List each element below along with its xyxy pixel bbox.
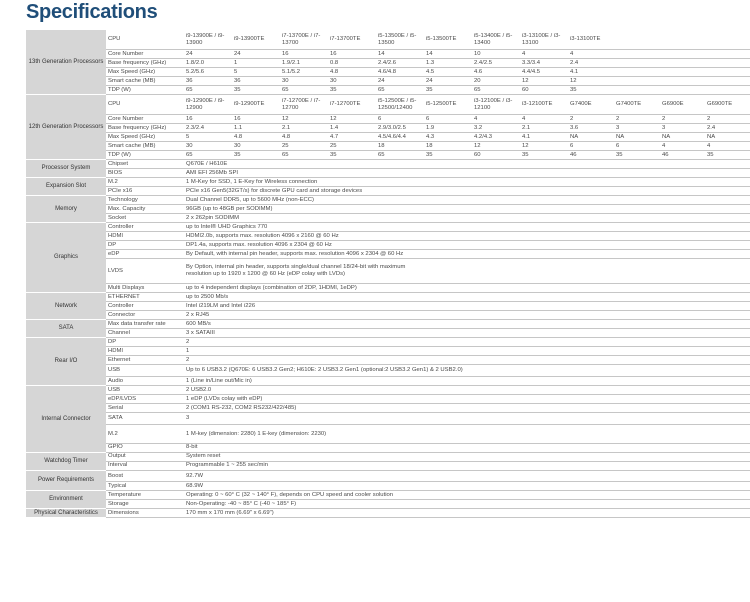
spec-cell: 4.1 <box>520 133 568 142</box>
spec-row <box>26 443 750 452</box>
spec-row <box>26 356 750 365</box>
spec-row <box>26 347 750 356</box>
spec-row-label: Temperature <box>106 491 184 500</box>
spec-row-label: Chipset <box>106 160 184 169</box>
section-label-processor-system: Processor System <box>26 160 106 178</box>
spec-cell: 4 <box>472 115 520 124</box>
spec-cell: 24 <box>232 50 280 59</box>
spec-value: Dual Channel DDR5, up to 5600 MHz (non-ECC) <box>184 196 750 205</box>
spec-cell: 16 <box>280 50 328 59</box>
spec-cell: 6 <box>614 142 660 151</box>
spec-cell <box>705 86 750 95</box>
spec-row <box>26 365 750 377</box>
spec-cell <box>614 30 660 50</box>
spec-cell: 12 <box>280 115 328 124</box>
spec-cell: 35 <box>568 86 614 95</box>
spec-cell: 20 <box>472 77 520 86</box>
spec-value: 1 <box>184 347 750 356</box>
spec-row-label: Core Number <box>106 115 184 124</box>
spec-row <box>26 205 750 214</box>
spec-cell: 4.3 <box>424 133 472 142</box>
spec-row <box>26 338 750 347</box>
spec-cell: i7-12700TE <box>328 95 376 115</box>
spec-cell: 24 <box>424 77 472 86</box>
spec-row-label: HDMI <box>106 232 184 241</box>
spec-cell: 18 <box>424 142 472 151</box>
spec-cell: 35 <box>424 86 472 95</box>
spec-cell: i3-12100E / i3-12100 <box>472 95 520 115</box>
spec-cell: 35 <box>328 86 376 95</box>
spec-row <box>26 509 750 518</box>
spec-value: 170 mm x 170 mm (6.69" x 6.69") <box>184 509 750 518</box>
spec-cell <box>705 50 750 59</box>
section-label-13th-generation-processors: 13th Generation Processors <box>26 30 106 95</box>
spec-cell: 14 <box>424 50 472 59</box>
spec-row <box>26 302 750 311</box>
spec-cell: 65 <box>280 86 328 95</box>
spec-cell: 46 <box>568 151 614 160</box>
spec-value: Non-Operating: -40 ~ 85° C (-40 ~ 185° F) <box>184 500 750 509</box>
spec-value: By Default, with internal pin header, supports max. resolution 4096 x 2304 @ 60 Hz <box>184 250 750 259</box>
spec-value: up to 4 independent displays (combination of 2DP, 1HDMI, 1eDP) <box>184 284 750 293</box>
spec-cell: i9-13900E / i9-13900 <box>184 30 232 50</box>
spec-cell: NA <box>614 133 660 142</box>
spec-cell: 24 <box>184 50 232 59</box>
spec-value: PCIe x16 Gen5(32GT/s) for discrete GPU card and storage devices <box>184 187 750 196</box>
spec-cell: 35 <box>614 151 660 160</box>
spec-row <box>26 232 750 241</box>
spec-row-label: TDP (W) <box>106 86 184 95</box>
spec-cell: 18 <box>376 142 424 151</box>
spec-cell: 4.7 <box>328 133 376 142</box>
spec-row-label: Smart cache (MB) <box>106 77 184 86</box>
spec-cell: 1 <box>232 59 280 68</box>
spec-row <box>26 452 750 461</box>
spec-cell: 0.8 <box>328 59 376 68</box>
spec-row-label: Max Speed (GHz) <box>106 68 184 77</box>
section-label-network: Network <box>26 293 106 320</box>
spec-row-label: PCIe x16 <box>106 187 184 196</box>
spec-row <box>26 95 750 115</box>
spec-value: 1 eDP (LVDs colay with eDP) <box>184 395 750 404</box>
spec-row-label: eDP <box>106 250 184 259</box>
spec-row <box>26 470 750 481</box>
spec-row-label: Serial <box>106 404 184 413</box>
spec-value: HDMI2.0b, supports max. resolution 4096 x 2160 @ 60 Hz <box>184 232 750 241</box>
spec-row-label: Socket <box>106 214 184 223</box>
spec-cell: i5-12500E / i5-12500/12400 <box>376 95 424 115</box>
spec-value: 92.7W <box>184 470 750 481</box>
spec-cell: 2 <box>614 115 660 124</box>
spec-value: 2 (COM1 RS-232, COM2 RS232/422/485) <box>184 404 750 413</box>
spec-cell: i9-12900TE <box>232 95 280 115</box>
spec-row-label: Channel <box>106 329 184 338</box>
spec-value: 2 <box>184 338 750 347</box>
spec-row <box>26 320 750 329</box>
section-label-graphics: Graphics <box>26 223 106 293</box>
spec-row-label: GPIO <box>106 443 184 452</box>
spec-cell: 4.6 <box>472 68 520 77</box>
spec-row-label: ETHERNET <box>106 293 184 302</box>
page-title: Specifications <box>26 1 158 23</box>
spec-cell: 4.8 <box>232 133 280 142</box>
spec-cell: 3.3/3.4 <box>520 59 568 68</box>
spec-cell: 46 <box>660 151 705 160</box>
spec-row-label: Max. Capacity <box>106 205 184 214</box>
spec-row <box>26 377 750 386</box>
spec-row <box>26 241 750 250</box>
spec-row-label: Typical <box>106 482 184 491</box>
spec-row <box>26 223 750 232</box>
spec-row <box>26 86 750 95</box>
spec-value: By Option, internal pin header, supports single/dual channel 18/24-bit with maximum resolution up to 1920 x 1200 @ 60 Hz (eDP colay with LVDs) <box>184 259 750 284</box>
spec-cell: 4.5/4.6/4.4 <box>376 133 424 142</box>
spec-row-label: DP <box>106 241 184 250</box>
spec-cell: 4 <box>568 50 614 59</box>
spec-cell: 6 <box>424 115 472 124</box>
spec-value: up to 2500 Mb/s <box>184 293 750 302</box>
spec-cell: 2.4 <box>568 59 614 68</box>
section-label-physical-characteristics: Physical Characteristics <box>26 509 106 518</box>
spec-cell: 30 <box>328 77 376 86</box>
spec-row-label: BIOS <box>106 169 184 178</box>
spec-row <box>26 124 750 133</box>
spec-value: 3 x SATAIII <box>184 329 750 338</box>
spec-cell: 24 <box>376 77 424 86</box>
spec-row <box>26 329 750 338</box>
spec-value: System reset <box>184 452 750 461</box>
spec-value: 96GB (up to 48GB per SODIMM) <box>184 205 750 214</box>
section-label-rear-i-o: Rear I/O <box>26 338 106 386</box>
spec-value: Intel i219LM and Intel i226 <box>184 302 750 311</box>
section-label-power-requirements: Power Requirements <box>26 470 106 490</box>
spec-value: 1 M-key (dimension: 2280) 1 E-key (dimension: 2230) <box>184 425 750 444</box>
spec-cell: 5 <box>232 68 280 77</box>
spec-cell: 35 <box>424 151 472 160</box>
section-label-environment: Environment <box>26 491 106 509</box>
spec-cell: i7-13700E / i7-13700 <box>280 30 328 50</box>
spec-row <box>26 250 750 259</box>
spec-cell: 2 <box>705 115 750 124</box>
spec-cell: NA <box>660 133 705 142</box>
spec-row-label: Max Speed (GHz) <box>106 133 184 142</box>
spec-cell: 65 <box>184 86 232 95</box>
spec-row-label: CPU <box>106 95 184 115</box>
spec-cell: NA <box>705 133 750 142</box>
spec-cell: NA <box>568 133 614 142</box>
spec-row-label: CPU <box>106 30 184 50</box>
spec-cell: 3 <box>660 124 705 133</box>
spec-cell: 65 <box>376 151 424 160</box>
spec-cell: 4 <box>520 50 568 59</box>
spec-cell: 2 <box>660 115 705 124</box>
spec-row-label: TDP (W) <box>106 151 184 160</box>
spec-cell: 25 <box>280 142 328 151</box>
spec-row-label: Ethernet <box>106 356 184 365</box>
spec-row-label: M.2 <box>106 178 184 187</box>
spec-value: Up to 6 USB3.2 (Q670E: 6 USB3.2 Gen2; H610E: 2 USB3.2 Gen1 (optional:2 USB3.2 Gen1) & 2 USB2.0) <box>184 365 750 377</box>
spec-row <box>26 30 750 50</box>
spec-cell: i7-12700E / i7-12700 <box>280 95 328 115</box>
section-label-expansion-slot: Expansion Slot <box>26 178 106 196</box>
spec-cell: 65 <box>376 86 424 95</box>
spec-row <box>26 404 750 413</box>
spec-row <box>26 293 750 302</box>
spec-row <box>26 142 750 151</box>
spec-row-label: HDMI <box>106 347 184 356</box>
spec-cell <box>614 86 660 95</box>
spec-cell: 4.4/4.5 <box>520 68 568 77</box>
spec-cell <box>614 68 660 77</box>
spec-cell: 4.2/4.3 <box>472 133 520 142</box>
spec-row-label: Controller <box>106 223 184 232</box>
spec-row <box>26 284 750 293</box>
section-label-watchdog-timer: Watchdog Timer <box>26 452 106 470</box>
spec-cell: 3.6 <box>568 124 614 133</box>
spec-cell: 16 <box>328 50 376 59</box>
spec-cell: i7-13700TE <box>328 30 376 50</box>
spec-row <box>26 491 750 500</box>
spec-cell: 4.6/4.8 <box>376 68 424 77</box>
spec-cell: 65 <box>184 151 232 160</box>
spec-row-label: Connector <box>106 311 184 320</box>
spec-row-label: Controller <box>106 302 184 311</box>
section-label-internal-connector: Internal Connector <box>26 386 106 453</box>
spec-cell: 4.5 <box>424 68 472 77</box>
spec-cell: 4 <box>705 142 750 151</box>
spec-value: Programmable 1 ~ 255 sec/min <box>184 461 750 470</box>
spec-cell: 60 <box>520 86 568 95</box>
spec-row <box>26 395 750 404</box>
spec-cell: i9-13900TE <box>232 30 280 50</box>
spec-value: 1 M-Key for SSD, 1 E-Key for Wireless connection <box>184 178 750 187</box>
spec-table <box>26 30 750 518</box>
spec-row-label: SATA <box>106 413 184 425</box>
spec-row <box>26 425 750 444</box>
spec-cell: 25 <box>328 142 376 151</box>
spec-value: DP1.4a, supports max. resolution 4096 x 2304 @ 60 Hz <box>184 241 750 250</box>
spec-row-label: Storage <box>106 500 184 509</box>
spec-cell: G6900TE <box>705 95 750 115</box>
spec-cell <box>660 50 705 59</box>
spec-cell: 2.4 <box>705 124 750 133</box>
spec-cell: 2.3/2.4 <box>184 124 232 133</box>
spec-row-label: Dimensions <box>106 509 184 518</box>
spec-cell: 12 <box>520 142 568 151</box>
spec-row <box>26 77 750 86</box>
spec-row <box>26 178 750 187</box>
spec-cell: 65 <box>280 151 328 160</box>
spec-row-label: Audio <box>106 377 184 386</box>
spec-cell: 16 <box>184 115 232 124</box>
spec-cell <box>614 50 660 59</box>
spec-cell: 30 <box>184 142 232 151</box>
spec-row <box>26 133 750 142</box>
spec-row <box>26 259 750 284</box>
spec-cell: 35 <box>232 151 280 160</box>
spec-row-label: Core Number <box>106 50 184 59</box>
spec-cell <box>705 30 750 50</box>
spec-cell: 1.9 <box>424 124 472 133</box>
spec-cell: 1.1 <box>232 124 280 133</box>
spec-cell: i5-13500E / i5-13500 <box>376 30 424 50</box>
spec-row <box>26 59 750 68</box>
spec-cell: 4.8 <box>280 133 328 142</box>
spec-cell: 2.4/2.6 <box>376 59 424 68</box>
spec-cell <box>660 68 705 77</box>
spec-cell: 35 <box>232 86 280 95</box>
spec-cell <box>660 59 705 68</box>
spec-cell: 2 <box>568 115 614 124</box>
spec-cell: 6 <box>568 142 614 151</box>
spec-row-label: eDP/LVDS <box>106 395 184 404</box>
spec-value: 3 <box>184 413 750 425</box>
spec-cell: i9-12900E / i9-12900 <box>184 95 232 115</box>
spec-row <box>26 214 750 223</box>
spec-cell: 5 <box>184 133 232 142</box>
spec-row <box>26 115 750 124</box>
spec-cell: 35 <box>328 151 376 160</box>
spec-cell: 12 <box>568 77 614 86</box>
spec-cell: 36 <box>232 77 280 86</box>
spec-cell <box>705 77 750 86</box>
spec-value: up to Intel® UHD Graphics 770 <box>184 223 750 232</box>
spec-cell <box>660 86 705 95</box>
spec-value: 2 x RJ45 <box>184 311 750 320</box>
spec-row-label: DP <box>106 338 184 347</box>
spec-row <box>26 413 750 425</box>
spec-cell: 1.3 <box>424 59 472 68</box>
spec-row <box>26 68 750 77</box>
spec-cell: i5-13400E / i5-13400 <box>472 30 520 50</box>
spec-cell: 1.4 <box>328 124 376 133</box>
spec-value: 2 x 262pin SODIMM <box>184 214 750 223</box>
spec-value: Q670E / H610E <box>184 160 750 169</box>
spec-cell: 12 <box>520 77 568 86</box>
section-label-12th-generation-processors: 12th Generation Processors <box>26 95 106 160</box>
spec-cell: 12 <box>328 115 376 124</box>
spec-row-label: Smart cache (MB) <box>106 142 184 151</box>
spec-cell: i3-13100E / i3-13100 <box>520 30 568 50</box>
spec-cell: 3.2 <box>472 124 520 133</box>
spec-row-label: Base frequency (GHz) <box>106 124 184 133</box>
spec-row-label: Max data transfer rate <box>106 320 184 329</box>
section-label-memory: Memory <box>26 196 106 223</box>
spec-cell: 2.1 <box>520 124 568 133</box>
spec-cell: i3-12100TE <box>520 95 568 115</box>
spec-row <box>26 311 750 320</box>
spec-row-label: Base frequency (GHz) <box>106 59 184 68</box>
spec-value: 1 (Line in/Line out/Mic in) <box>184 377 750 386</box>
spec-cell <box>705 59 750 68</box>
spec-value: 8-bit <box>184 443 750 452</box>
section-label-sata: SATA <box>26 320 106 338</box>
spec-value: 68.9W <box>184 482 750 491</box>
spec-cell: 4 <box>660 142 705 151</box>
spec-cell: 60 <box>472 151 520 160</box>
spec-row-label: Technology <box>106 196 184 205</box>
spec-value: Operating: 0 ~ 60° C (32 ~ 140° F), depends on CPU speed and cooler solution <box>184 491 750 500</box>
spec-row-label: USB <box>106 365 184 377</box>
spec-cell: 12 <box>472 142 520 151</box>
spec-row-label: M.2 <box>106 425 184 444</box>
spec-row <box>26 169 750 178</box>
spec-cell: i3-13100TE <box>568 30 614 50</box>
spec-cell: 1.8/2.0 <box>184 59 232 68</box>
spec-cell: 1.9/2.1 <box>280 59 328 68</box>
spec-row <box>26 151 750 160</box>
spec-row <box>26 50 750 59</box>
spec-cell: 2.1 <box>280 124 328 133</box>
spec-cell: 16 <box>232 115 280 124</box>
spec-row <box>26 187 750 196</box>
spec-table-container <box>26 30 733 518</box>
spec-row <box>26 482 750 491</box>
spec-cell: 10 <box>472 50 520 59</box>
spec-row-label: Boost <box>106 470 184 481</box>
spec-cell: i5-12500TE <box>424 95 472 115</box>
spec-cell: 5.2/5.6 <box>184 68 232 77</box>
spec-row <box>26 160 750 169</box>
spec-value: 600 MB/s <box>184 320 750 329</box>
spec-cell <box>614 77 660 86</box>
spec-cell: 4.1 <box>568 68 614 77</box>
spec-cell: 6 <box>376 115 424 124</box>
spec-row-label: LVDS <box>106 259 184 284</box>
spec-cell: 35 <box>520 151 568 160</box>
spec-cell: 65 <box>472 86 520 95</box>
spec-row-label: Multi Displays <box>106 284 184 293</box>
spec-cell: 30 <box>280 77 328 86</box>
spec-cell: G7400E <box>568 95 614 115</box>
spec-row-label: USB <box>106 386 184 395</box>
spec-cell <box>660 77 705 86</box>
spec-cell <box>705 68 750 77</box>
spec-cell <box>614 59 660 68</box>
spec-cell: 4 <box>520 115 568 124</box>
spec-cell: 36 <box>184 77 232 86</box>
spec-row <box>26 500 750 509</box>
spec-cell: 30 <box>232 142 280 151</box>
spec-cell: 4.8 <box>328 68 376 77</box>
spec-row <box>26 386 750 395</box>
spec-row <box>26 461 750 470</box>
spec-cell: G6900E <box>660 95 705 115</box>
spec-cell: 5.1/5.2 <box>280 68 328 77</box>
spec-cell: i5-13500TE <box>424 30 472 50</box>
spec-row-label: Interval <box>106 461 184 470</box>
spec-cell: 2.9/3.0/2.5 <box>376 124 424 133</box>
spec-cell: 3 <box>614 124 660 133</box>
spec-row-label: Output <box>106 452 184 461</box>
spec-value: 2 <box>184 356 750 365</box>
spec-cell: 14 <box>376 50 424 59</box>
spec-row <box>26 196 750 205</box>
spec-value: AMI EFI 256Mb SPI <box>184 169 750 178</box>
spec-cell: 2.4/2.5 <box>472 59 520 68</box>
spec-value: 2 USB2.0 <box>184 386 750 395</box>
spec-cell <box>660 30 705 50</box>
spec-cell: 35 <box>705 151 750 160</box>
spec-cell: G7400TE <box>614 95 660 115</box>
